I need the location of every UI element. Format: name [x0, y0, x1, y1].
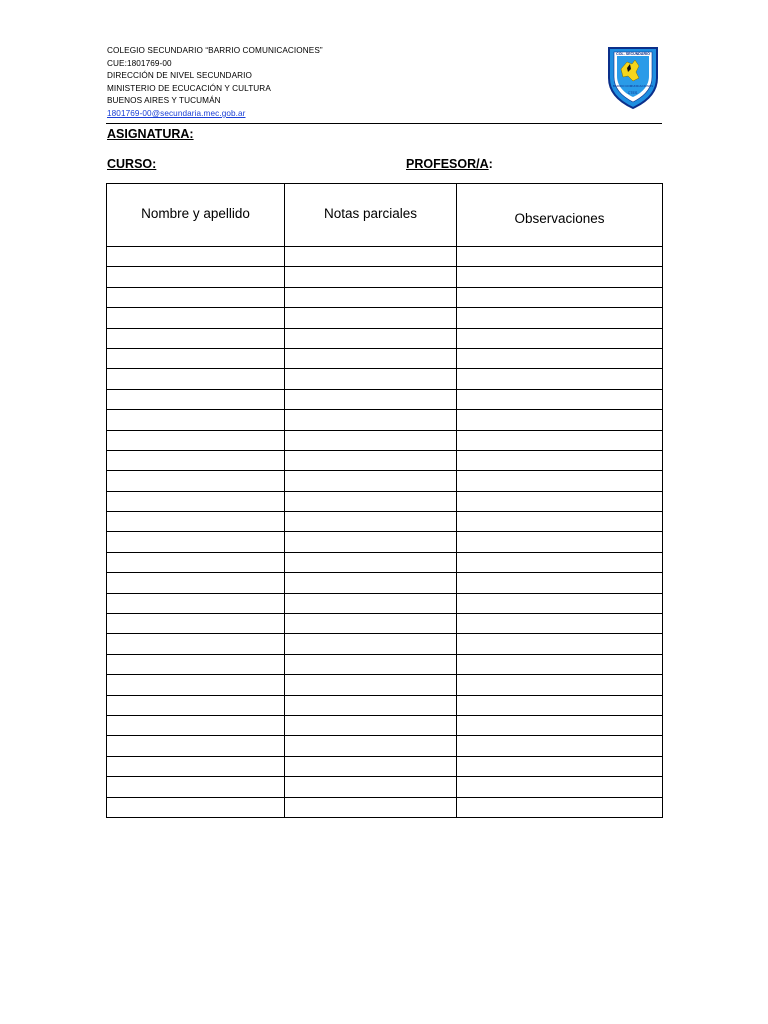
cell-observations[interactable] [457, 532, 663, 552]
column-header-observations: Observaciones [457, 184, 663, 247]
teacher-label: PROFESOR/A [406, 157, 489, 171]
table-row [107, 328, 663, 348]
cell-grades[interactable] [285, 512, 457, 532]
cell-grades[interactable] [285, 715, 457, 735]
cell-observations[interactable] [457, 491, 663, 511]
school-shield-logo [606, 44, 660, 110]
table-row [107, 675, 663, 695]
cell-grades[interactable] [285, 471, 457, 491]
table-row [107, 736, 663, 756]
grades-table [106, 183, 663, 818]
teacher-colon: : [488, 157, 493, 171]
school-direction: DIRECCIÓN DE NIVEL SECUNDARIO [107, 71, 252, 81]
table-row [107, 715, 663, 735]
cell-name[interactable] [107, 756, 285, 776]
logo-city-text: CTES. [627, 91, 639, 95]
column-header-name: Nombre y apellido [107, 184, 285, 247]
cell-name[interactable] [107, 267, 285, 287]
table-row [107, 410, 663, 430]
cell-name[interactable] [107, 389, 285, 409]
cell-name[interactable] [107, 247, 285, 267]
cell-grades[interactable] [285, 756, 457, 776]
cell-observations[interactable] [457, 369, 663, 389]
cell-observations[interactable] [457, 634, 663, 654]
cell-grades[interactable] [285, 491, 457, 511]
cell-observations[interactable] [457, 695, 663, 715]
cell-observations[interactable] [457, 614, 663, 634]
table-row [107, 471, 663, 491]
cell-name[interactable] [107, 573, 285, 593]
cell-name[interactable] [107, 532, 285, 552]
cell-observations[interactable] [457, 450, 663, 470]
table-row [107, 287, 663, 307]
table-row [107, 450, 663, 470]
school-ministry: MINISTERIO DE ECUCACIÓN Y CULTURA [107, 83, 271, 93]
cell-observations[interactable] [457, 552, 663, 572]
cell-name[interactable] [107, 348, 285, 368]
cell-grades[interactable] [285, 369, 457, 389]
cell-observations[interactable] [457, 593, 663, 613]
table-row [107, 654, 663, 674]
cell-observations[interactable] [457, 471, 663, 491]
cell-name[interactable] [107, 328, 285, 348]
cell-grades[interactable] [285, 695, 457, 715]
cell-name[interactable] [107, 675, 285, 695]
table-row [107, 614, 663, 634]
cell-grades[interactable] [285, 247, 457, 267]
cell-name[interactable] [107, 308, 285, 328]
cell-name[interactable] [107, 369, 285, 389]
cell-grades[interactable] [285, 267, 457, 287]
table-row [107, 573, 663, 593]
table-row [107, 247, 663, 267]
cell-grades[interactable] [285, 797, 457, 817]
cell-grades[interactable] [285, 552, 457, 572]
school-name: COLEGIO SECUNDARIO “BARRIO COMUNICACIONES” [107, 46, 323, 55]
table-row [107, 532, 663, 552]
cell-observations[interactable] [457, 715, 663, 735]
school-email-link[interactable]: 1801769-00@secundaria.mec.gob.ar [107, 108, 246, 118]
cell-grades[interactable] [285, 287, 457, 307]
course-label: CURSO: [107, 157, 157, 171]
cell-name[interactable] [107, 512, 285, 532]
table-row [107, 369, 663, 389]
cell-name[interactable] [107, 654, 285, 674]
cell-name[interactable] [107, 695, 285, 715]
cell-observations[interactable] [457, 654, 663, 674]
cell-grades[interactable] [285, 634, 457, 654]
cell-name[interactable] [107, 777, 285, 797]
column-header-grades: Notas parciales [285, 184, 457, 247]
logo-bottom-text: BARRIO COMUNICACIONES [612, 84, 654, 88]
cell-observations[interactable] [457, 573, 663, 593]
table-row [107, 348, 663, 368]
cell-observations[interactable] [457, 410, 663, 430]
cell-observations[interactable] [457, 328, 663, 348]
table-row [107, 491, 663, 511]
cell-grades[interactable] [285, 430, 457, 450]
cell-observations[interactable] [457, 348, 663, 368]
cell-grades[interactable] [285, 675, 457, 695]
cell-grades[interactable] [285, 348, 457, 368]
table-row [107, 267, 663, 287]
cell-name[interactable] [107, 430, 285, 450]
table-row [107, 389, 663, 409]
cell-observations[interactable] [457, 308, 663, 328]
cell-name[interactable] [107, 287, 285, 307]
cell-observations[interactable] [457, 777, 663, 797]
logo-top-text: COL. SECUNDARIO [616, 52, 650, 56]
cell-name[interactable] [107, 614, 285, 634]
cell-grades[interactable] [285, 532, 457, 552]
cell-grades[interactable] [285, 389, 457, 409]
cell-grades[interactable] [285, 450, 457, 470]
cell-name[interactable] [107, 736, 285, 756]
table-row [107, 797, 663, 817]
cell-observations[interactable] [457, 247, 663, 267]
school-cue: CUE:1801769-00 [107, 58, 172, 68]
school-header [107, 45, 323, 121]
cell-name[interactable] [107, 410, 285, 430]
cell-name[interactable] [107, 634, 285, 654]
cell-observations[interactable] [457, 756, 663, 776]
cell-grades[interactable] [285, 654, 457, 674]
cell-observations[interactable] [457, 287, 663, 307]
cell-name[interactable] [107, 552, 285, 572]
subject-label: ASIGNATURA: [107, 127, 194, 141]
cell-observations[interactable] [457, 736, 663, 756]
cell-grades[interactable] [285, 614, 457, 634]
cell-name[interactable] [107, 491, 285, 511]
cell-name[interactable] [107, 471, 285, 491]
cell-name[interactable] [107, 450, 285, 470]
table-row [107, 512, 663, 532]
cell-grades[interactable] [285, 777, 457, 797]
header-divider [106, 123, 662, 124]
teacher-field [406, 157, 493, 171]
table-row [107, 430, 663, 450]
grades-table-body [107, 247, 663, 818]
cell-observations[interactable] [457, 267, 663, 287]
table-header-row [107, 184, 663, 247]
cell-grades[interactable] [285, 736, 457, 756]
cell-observations[interactable] [457, 512, 663, 532]
cell-name[interactable] [107, 797, 285, 817]
school-location: BUENOS AIRES Y TUCUMÁN [107, 96, 221, 106]
table-row [107, 593, 663, 613]
cell-observations[interactable] [457, 389, 663, 409]
cell-grades[interactable] [285, 308, 457, 328]
cell-grades[interactable] [285, 593, 457, 613]
table-row [107, 695, 663, 715]
table-row [107, 634, 663, 654]
cell-name[interactable] [107, 593, 285, 613]
cell-grades[interactable] [285, 573, 457, 593]
table-row [107, 756, 663, 776]
cell-observations[interactable] [457, 430, 663, 450]
table-row [107, 552, 663, 572]
cell-name[interactable] [107, 715, 285, 735]
cell-grades[interactable] [285, 410, 457, 430]
cell-grades[interactable] [285, 328, 457, 348]
cell-observations[interactable] [457, 797, 663, 817]
table-row [107, 777, 663, 797]
table-row [107, 308, 663, 328]
cell-observations[interactable] [457, 675, 663, 695]
